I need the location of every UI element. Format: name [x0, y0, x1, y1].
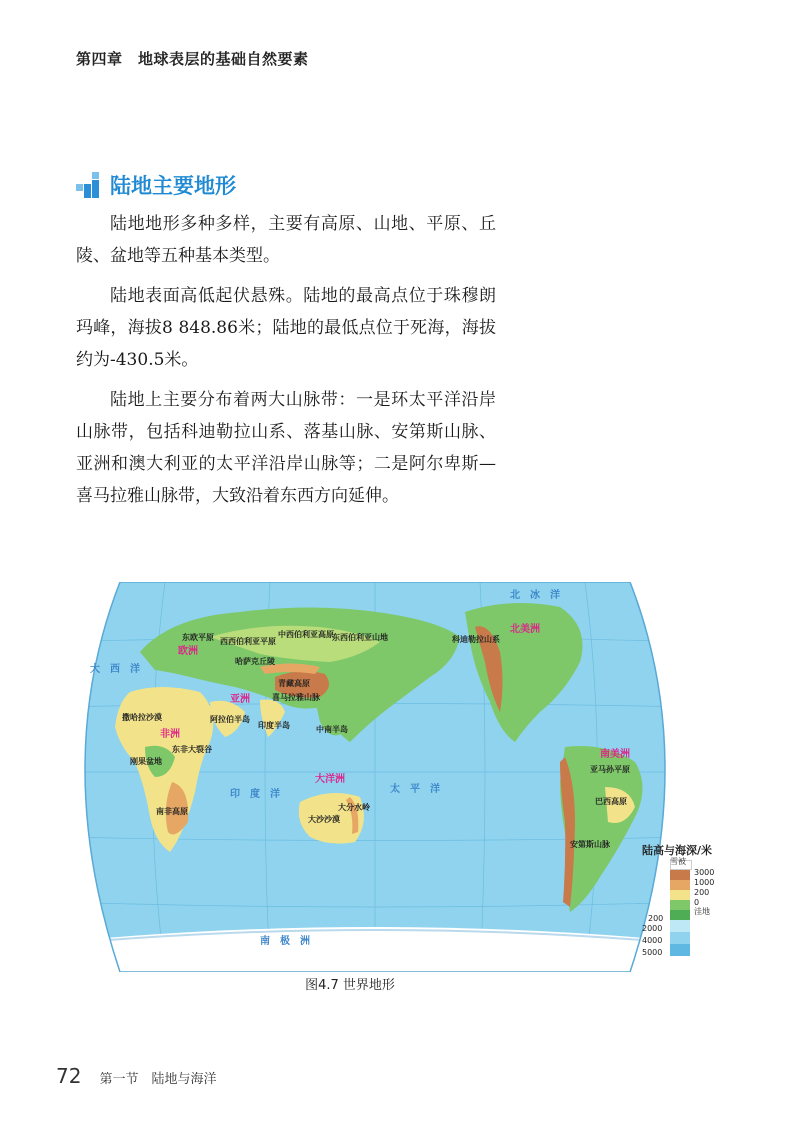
body-text [76, 208, 496, 520]
map-label: 大分水岭 [338, 803, 370, 812]
map-label: 中西伯利亚高原 [278, 630, 334, 639]
continent-label: 大洋洲 [315, 774, 345, 785]
map-label: 南非高原 [156, 807, 188, 816]
legend-level: 雪被 [670, 857, 686, 866]
ocean-label: 印度洋 [230, 789, 290, 800]
continent-label: 欧洲 [178, 646, 198, 657]
map-label: 哈萨克丘陵 [235, 657, 275, 666]
map-label: 亚马孙平原 [590, 765, 630, 774]
section-heading [76, 170, 236, 200]
legend-level: 0 [694, 898, 700, 907]
map-label: 刚果盆地 [130, 757, 162, 766]
legend-level: 2000 [642, 924, 663, 933]
map-label: 阿拉伯半岛 [210, 715, 250, 724]
continent-label: 南美洲 [600, 749, 630, 760]
map-label: 东欧平原 [182, 633, 214, 642]
legend-level: 5000 [642, 948, 663, 957]
map-label: 西西伯利亚平原 [220, 637, 276, 646]
map-label: 东西伯利亚山地 [332, 633, 388, 642]
map-label: 安第斯山脉 [570, 840, 610, 849]
world-terrain-map [60, 582, 690, 972]
legend-level: 1000 [694, 878, 715, 887]
map-label: 东非大裂谷 [172, 745, 212, 754]
map-label: 喜马拉雅山脉 [272, 693, 320, 702]
ocean-label: 大西洋 [90, 664, 150, 675]
map-label: 大沙沙漠 [308, 815, 340, 824]
map-label: 印度半岛 [258, 721, 290, 730]
ocean-label: 北冰洋 [510, 590, 570, 601]
footer-section: 第一节 陆地与海洋 [99, 1072, 217, 1087]
legend-level: 洼地 [694, 907, 710, 916]
page-footer [56, 1064, 216, 1088]
continent-label: 北美洲 [510, 624, 540, 635]
continent-label: 非洲 [160, 729, 180, 740]
figure-caption: 图4.7 世界地形 [305, 978, 395, 993]
paragraph: 陆地地形多种多样，主要有高原、山地、平原、丘陵、盆地等五种基本类型。 [76, 214, 496, 266]
legend-level: 3000 [694, 868, 715, 877]
page-number: 72 [56, 1064, 82, 1088]
legend-color-bar [670, 860, 690, 960]
section-bullet-icon [76, 172, 102, 198]
map-label: 青藏高原 [278, 679, 310, 688]
chapter-header: 第四章 地球表层的基础自然要素 [76, 50, 309, 68]
ocean-label: 南极洲 [260, 936, 320, 947]
legend-title: 陆高与海深/米 [642, 844, 713, 857]
map-label: 科迪勒拉山系 [452, 635, 500, 644]
map-label: 中南半岛 [316, 725, 348, 734]
map-label: 撒哈拉沙漠 [122, 713, 162, 722]
paragraph: 陆地上主要分布着两大山脉带：一是环太平洋沿岸山脉带，包括科迪勒拉山系、落基山脉、安第斯山脉、亚洲和澳大利亚的太平洋沿岸山脉等；二是阿尔卑斯—喜马拉雅山脉带，大致沿着东西方向延伸。 [76, 390, 496, 506]
legend-level: 200 [694, 888, 710, 897]
continent-label: 亚洲 [230, 694, 250, 705]
section-title: 陆地主要地形 [110, 174, 236, 198]
legend-level: 4000 [642, 936, 663, 945]
legend-level: 200 [648, 914, 664, 923]
paragraph: 陆地表面高低起伏悬殊。陆地的最高点位于珠穆朗玛峰，海拔8 848.86米；陆地的最低点位于死海，海拔约为-430.5米。 [76, 286, 496, 370]
map-legend [642, 842, 732, 957]
ocean-label: 太平洋 [390, 784, 450, 795]
map-label: 巴西高原 [595, 797, 627, 806]
